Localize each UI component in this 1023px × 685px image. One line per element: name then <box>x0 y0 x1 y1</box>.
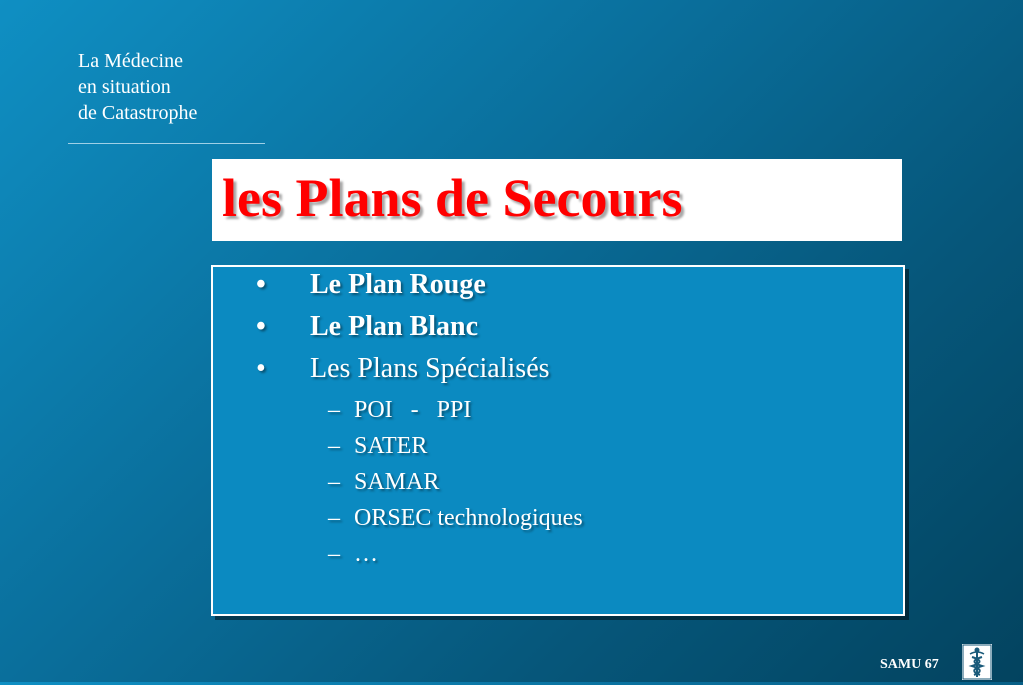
caduceus-logo-icon <box>962 644 992 680</box>
sub-bullet-mark: – <box>328 505 340 531</box>
sub-bullet-mark: – <box>328 397 340 423</box>
bullet-text: Le Plan Rouge <box>310 269 486 300</box>
header-line-1: La Médecine <box>78 50 183 72</box>
bullet-text: Le Plan Blanc <box>310 311 479 342</box>
sub-bullet-mark: – <box>328 469 340 495</box>
bullet-mark: • <box>256 311 266 342</box>
sub-bullet-mark: – <box>328 433 340 459</box>
header-line-3: de Catastrophe <box>78 102 198 124</box>
slide-title: les Plans de Secours <box>222 168 683 228</box>
content-box <box>211 265 905 616</box>
sub-bullet-text: SATER <box>354 433 428 459</box>
sub-bullet-mark: – <box>328 541 340 567</box>
header-line-2: en situation <box>78 76 171 98</box>
bullet-mark: • <box>256 353 266 384</box>
header-subtitle <box>78 48 197 126</box>
sub-bullet-text: POI - PPI <box>354 397 472 423</box>
footer-label: SAMU 67 <box>880 657 939 672</box>
sub-bullet-text: … <box>354 541 378 567</box>
sub-bullet-text: SAMAR <box>354 469 440 495</box>
bullet-mark: • <box>256 269 266 300</box>
sub-bullet-text: ORSEC technologiques <box>354 505 583 531</box>
bullet-text: Les Plans Spécialisés <box>310 353 550 384</box>
title-box <box>212 159 902 241</box>
header-divider <box>68 143 265 144</box>
